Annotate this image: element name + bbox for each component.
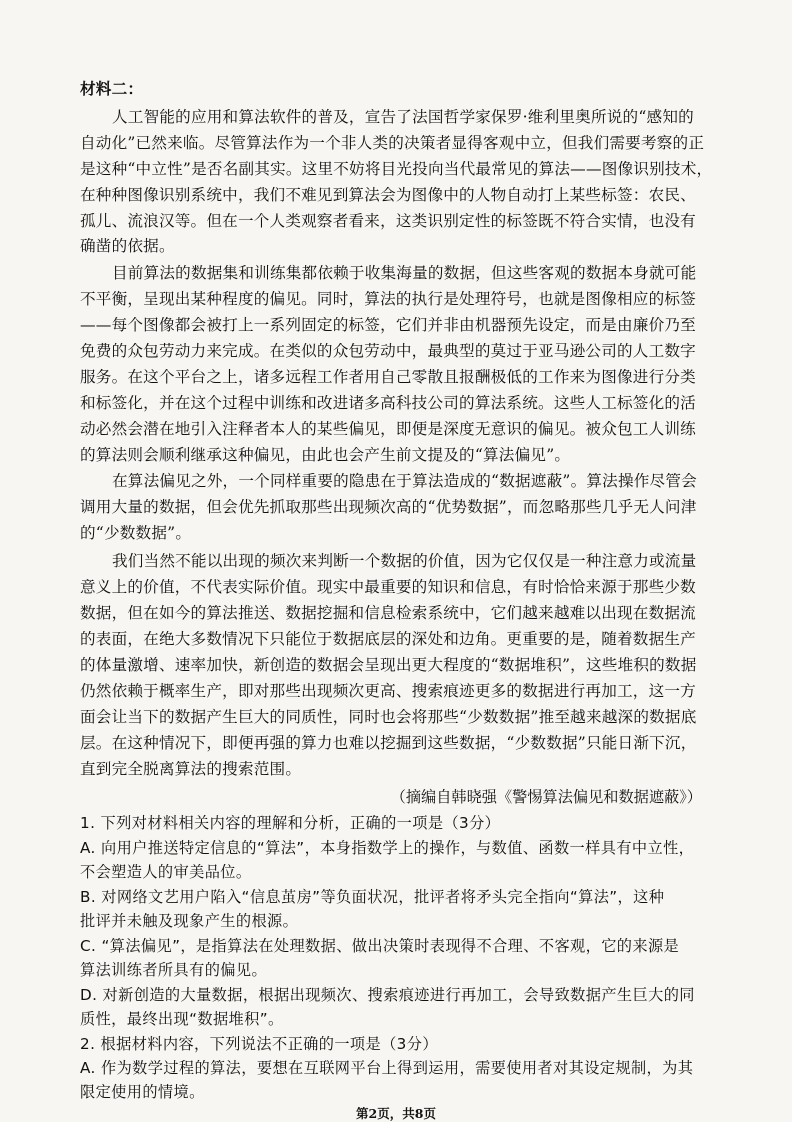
question-2: 2. 根据材料内容，下列说法不正确的一项是（3分） xyxy=(80,1035,438,1053)
option-a-line: 不会塑造人的审美品位。 xyxy=(80,863,252,881)
passage-line: 的表面，在绝大多数情况下只能位于数据底层的深处和边角。更重要的是，随着数据生产 xyxy=(80,630,696,648)
option-b-line: 批评并未触及现象产生的根源。 xyxy=(80,912,299,930)
passage-line: 目前算法的数据集和训练集都依赖于收集海量的数据，但这些客观的数据本身就可能 xyxy=(112,264,697,282)
option-a-line: A. 向用户推送特定信息的“算法”，本身指数学上的操作，与数值、函数一样具有中立性， xyxy=(80,839,695,857)
passage-line: 孤儿、流浪汉等。但在一个人类观察者看来，这类识别定性的标签既不符合实情，也没有 xyxy=(80,212,696,230)
option-c-line: C. “算法偏见”，是指算法在处理数据、做出决策时表现得不合理、不客观，它的来源是 xyxy=(80,937,680,955)
option-d-line: D. 对新创造的大量数据，根据出现频次、搜索痕迹进行再加工，会导致数据产生巨大的同 xyxy=(80,986,695,1004)
passage-line: 动必然会潜在地引入注释者本人的某些偏见，即便是深度无意识的偏见。被众包工人训练 xyxy=(80,420,696,438)
passage-line: 面会让当下的数据产生巨大的同质性，同时也会将那些“少数数据”推至越来越深的数据底 xyxy=(80,708,697,726)
option-a2-line: 限定使用的情境。 xyxy=(80,1083,205,1101)
passage-line: 的算法则会顺利继承这种偏见，由此也会产生前文提及的“算法偏见”。 xyxy=(80,446,571,464)
passage-line: 的“少数数据”。 xyxy=(80,524,192,542)
question-1: 1. 下列对材料相关内容的理解和分析，正确的一项是（3分） xyxy=(80,814,501,832)
passage-line: 的体量激增、速率加快，新创造的数据会呈现出更大程度的“数据堆积”，这些堆积的数据 xyxy=(80,656,697,674)
passage-line: 调用大量的数据，但会优先抓取那些出现频次高的“优势数据”，而忽略那些几乎无人问津 xyxy=(80,498,697,516)
passage-line: 意义上的价值，不代表实际价值。现实中最重要的知识和信息，有时恰恰来源于那些少数 xyxy=(80,578,696,596)
page-number: 第2页，共8页 xyxy=(356,1106,436,1121)
option-d-line: 质性，最终出现“数据堆积”。 xyxy=(80,1010,284,1028)
passage-line: 层。在这种情况下，即便再强的算力也难以挖掘到这些数据，“少数数据”只能日渐下沉， xyxy=(80,734,697,752)
passage-line: ——每个图像都会被打上一系列固定的标签，它们并非由机器预先设定，而是由廉价乃至 xyxy=(80,316,696,334)
source-citation: （摘编自韩晓强《警惕算法偏见和数据遮蔽》） xyxy=(390,788,702,806)
option-b-line: B. 对网络文艺用户陷入“信息茧房”等负面状况，批评者将矛头完全指向“算法”，这种 xyxy=(80,888,665,906)
passage-line: 免费的众包劳动力来完成。在类似的众包劳动中，最典型的莫过于亚马逊公司的人工数字 xyxy=(80,342,696,360)
passage-line: 不平衡，呈现出某种程度的偏见。同时，算法的执行是处理符号，也就是图像相应的标签 xyxy=(80,290,696,308)
passage-line: 确凿的依据。 xyxy=(80,237,175,255)
option-c-line: 算法训练者所具有的偏见。 xyxy=(80,961,268,979)
section-heading: 材料二： xyxy=(80,79,144,98)
passage-line: 仍然依赖于概率生产，即对那些出现频次更高、搜索痕迹更多的数据进行再加工，这一方 xyxy=(80,682,696,700)
passage-line: 和标签化，并在这个过程中训练和改进诸多高科技公司的算法系统。这些人工标签化的活 xyxy=(80,394,696,412)
passage-line: 直到完全脱离算法的搜索范围。 xyxy=(80,760,302,778)
passage-line: 自动化”已然来临。尽管算法作为一个非人类的决策者显得客观中立，但我们需要考察的正 xyxy=(80,134,705,152)
passage-line: 人工智能的应用和算法软件的普及，宣告了法国哲学家保罗·维利里奥所说的“感知的 xyxy=(112,108,694,126)
passage-line: 我们当然不能以出现的频次来判断一个数据的价值，因为它仅仅是一种注意力或流量 xyxy=(112,552,697,570)
passage-line: 在算法偏见之外，一个同样重要的隐患在于算法造成的“数据遮蔽”。算法操作尽管会 xyxy=(112,472,697,490)
passage-line: 数据，但在如今的算法推送、数据挖掘和信息检索系统中，它们越来越难以出现在数据流 xyxy=(80,604,696,622)
option-a2-line: A. 作为数学过程的算法，要想在互联网平台上得到运用，需要使用者对其设定规制，为其 xyxy=(80,1059,694,1077)
passage-line: 是这种“中立性”是否名副其实。这里不妨将目光投向当代最常见的算法——图像识别技术， xyxy=(80,160,713,178)
passage-line: 在种种图像识别系统中，我们不难见到算法会为图像中的人物自动打上某些标签：农民、 xyxy=(80,186,696,204)
passage-line: 服务。在这个平台之上，诸多远程工作者用自己零散且报酬极低的工作来为图像进行分类 xyxy=(80,368,696,386)
